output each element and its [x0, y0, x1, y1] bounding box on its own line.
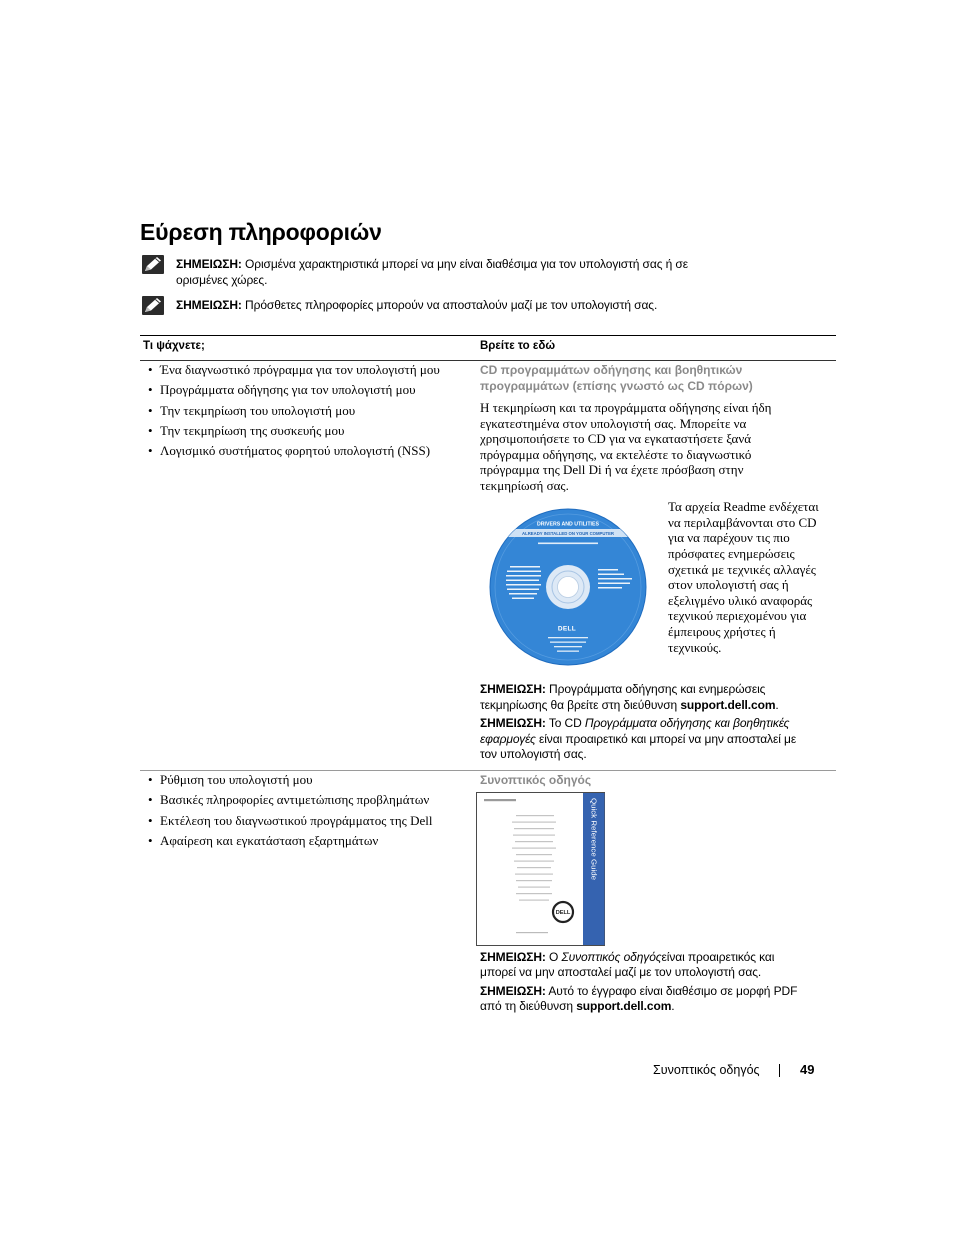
note-text-end: . [775, 697, 779, 712]
cd-text-line [598, 578, 632, 580]
list-item: • Λογισμικό συστήματος φορητού υπολογιστή (NSS) [148, 441, 440, 461]
paragraph-line: εγκατεστημένα στον υπολογιστή σας. Μπορείτε να [480, 415, 747, 431]
note-line [176, 297, 657, 313]
note-line [480, 999, 797, 1014]
cd-description-paragraph [480, 400, 771, 493]
list-item: • Ρύθμιση του υπολογιστή μου [148, 770, 432, 790]
guide-text-line [513, 835, 555, 836]
note-cd-optional [480, 716, 796, 763]
note-text: Ο [549, 949, 559, 964]
cd-text-line [598, 569, 618, 571]
cd-text-line [507, 589, 539, 591]
note-text-end: . [671, 998, 675, 1013]
guide-text-line [514, 861, 554, 862]
guide-text-line [518, 887, 550, 888]
paragraph-line: σχετικά με τεχνικές αλλαγές [668, 561, 816, 577]
note-pencil-icon [142, 255, 164, 274]
cd-text-line [507, 571, 541, 573]
cd-source-heading [480, 362, 753, 394]
heading-line: προγραμμάτων (επίσης γνωστό ως CD πόρων) [480, 379, 753, 393]
cd-title-italic: εφαρμογές [480, 731, 536, 746]
note-guide-optional [480, 950, 774, 980]
guide-title-italic: Συνοπτικός οδηγός [561, 949, 662, 964]
note-label: ΣΗΜΕΙΩΣΗ: [480, 949, 546, 964]
paragraph-line: πρόσφατες ενημερώσεις [668, 545, 795, 561]
cd-text-line [557, 651, 579, 652]
cd-text-line [506, 584, 541, 586]
paragraph-line: πρόγραμμα οδήγησης, να εκτελέστε το διαγνωστικό [480, 446, 752, 462]
note-label: ΣΗΜΕΙΩΣΗ: [480, 682, 546, 697]
note-availability [176, 256, 688, 288]
note-line [480, 698, 779, 714]
row1-topics-list [148, 360, 440, 461]
cd-text-line [554, 646, 582, 647]
paragraph-line: εξελιγμένο υλικό αναφοράς [668, 592, 813, 608]
note-label: ΣΗΜΕΙΩΣΗ: [480, 983, 546, 998]
paragraph-line: τεκμηρίωσή σας. [480, 477, 569, 493]
paragraph-line: τεχνικούς. [668, 639, 722, 655]
paragraph-line: Η τεκμηρίωση και τα προγράμματα οδήγησης είναι ήδη [480, 400, 772, 415]
paragraph-line: πρόγραμμα της Dell Di ή να έχετε πρόσβαση στην [480, 462, 744, 477]
cd-text-line [598, 583, 630, 585]
note-text: είναι προαιρετικό και μπορεί να μην αποσταλεί με [538, 731, 797, 746]
note-guide-pdf [480, 984, 797, 1014]
paragraph-line: στον υπολογιστή σας ή [668, 577, 789, 593]
cd-text-line [506, 575, 541, 577]
guide-text-line [517, 867, 551, 868]
guide-cover-title-line [484, 799, 516, 801]
quick-guide-heading: Συνοπτικός οδηγός [480, 773, 592, 787]
note-label: ΣΗΜΕΙΩΣΗ: [176, 298, 242, 312]
quick-reference-guide-image [476, 792, 605, 946]
note-text: Πρόσθετες πληροφορίες μπορούν να αποσταλούν μαζί με τον υπολογιστή σας. [245, 298, 658, 312]
guide-text-line [519, 900, 549, 901]
paragraph-line: για να παρέχουν τις πιο [668, 530, 790, 546]
dell-logo-text: DELL [557, 625, 577, 633]
paragraph-line: έμπειρους χρήστες ή [668, 623, 776, 639]
note-pencil-icon [142, 296, 164, 315]
cd-text-line [550, 642, 586, 643]
cd-center-hole [558, 577, 579, 598]
guide-text-line [515, 874, 553, 875]
cd-title-italic: Προγράμματα οδήγησης και βοηθητικές [584, 716, 790, 730]
note-line [480, 716, 796, 732]
guide-text-line [516, 854, 552, 855]
row2-topics-list [148, 770, 432, 851]
table-header-what: Τι ψάχνετε; [143, 340, 205, 352]
list-item: • Ένα διαγνωστικό πρόγραμμα για τον υπολογιστή μου [148, 360, 440, 380]
note-text: από τη διεύθυνση [480, 998, 573, 1013]
paragraph-line: τεχνικού περιεχομένου για [668, 608, 807, 624]
note-text: Αυτό το έγγραφο είναι διαθέσιμο σε μορφή PDF [548, 983, 798, 998]
paragraph-line: να περιλαμβάνονται στο CD [668, 514, 817, 530]
support-link[interactable]: support.dell.com [680, 697, 776, 712]
cd-text-line [512, 598, 534, 600]
note-drivers-updates [480, 682, 779, 713]
note-text: τον υπολογιστή σας. [480, 747, 587, 761]
note-line [480, 732, 796, 748]
heading-line: CD προγραμμάτων οδήγησης και βοηθητικών [480, 363, 743, 377]
paragraph-line: Τα αρχεία Readme ενδέχεται [668, 499, 819, 515]
note-label: ΣΗΜΕΙΩΣΗ: [176, 257, 242, 271]
cd-text-line [509, 593, 537, 595]
footer-separator [779, 1064, 780, 1077]
guide-text-line [514, 828, 554, 829]
list-item: • Την τεκμηρίωση της συσκευής μου [148, 421, 440, 441]
table-header-where: Βρείτε το εδώ [480, 340, 556, 352]
guide-spine-text: Quick Reference Guide [589, 798, 599, 876]
list-item: • Προγράμματα οδήγησης για τον υπολογιστή μου [148, 380, 440, 400]
note-line [176, 256, 688, 272]
paragraph-line: χρησιμοποιήσετε το CD για να εγκαταστήσετε ξανά [480, 431, 752, 446]
note-line [480, 950, 774, 965]
list-item: • Την τεκμηρίωση του υπολογιστή μου [148, 401, 440, 421]
cd-text-line [548, 637, 588, 638]
dell-logo-text: DELL [555, 910, 571, 917]
cd-title-text: DRIVERS AND UTILITIES [537, 521, 600, 528]
note-label: ΣΗΜΕΙΩΣΗ: [480, 716, 546, 730]
readme-side-text [668, 499, 819, 655]
cd-band-text: ALREADY INSTALLED ON YOUR COMPUTER [522, 530, 615, 536]
note-text: είναι προαιρετικός και [661, 949, 775, 964]
list-item: • Βασικές πληροφορίες αντιμετώπισης προβλημάτων [148, 790, 432, 810]
note-line [480, 984, 797, 999]
guide-text-line [516, 880, 552, 881]
note-text: τεκμηρίωσης θα βρείτε στη διεύθυνση [480, 697, 678, 712]
note-text: μπορεί να μην αποσταλεί μαζί με τον υπολογιστή σας. [480, 964, 762, 979]
note-text: Το CD [548, 716, 582, 730]
guide-text-line [516, 893, 552, 894]
table-top-rule [140, 335, 836, 336]
guide-text-line [512, 848, 556, 849]
cd-text-line [506, 580, 539, 582]
page-title: Εύρεση πληροφοριών [140, 219, 382, 245]
support-link[interactable]: support.dell.com [576, 998, 672, 1013]
footer-page-number: 49 [800, 1062, 815, 1077]
cd-text-line [510, 566, 540, 568]
list-item: • Εκτέλεση του διαγνωστικού προγράμματος της Dell [148, 811, 432, 831]
guide-text-line [515, 841, 553, 842]
note-text: Ορισμένα χαρακτηριστικά μπορεί να μην είναι διαθέσιμα για τον υπολογιστή σας ή σε [245, 257, 688, 271]
guide-footer-line [516, 932, 548, 933]
cd-subtitle-line [538, 543, 598, 545]
note-text: Προγράμματα οδήγησης και ενημερώσεις [549, 682, 766, 697]
note-text: ορισμένες χώρες. [176, 273, 268, 287]
note-line [480, 682, 779, 698]
guide-text-line [516, 815, 554, 816]
guide-text-line [512, 822, 556, 823]
drivers-utilities-cd-image [488, 507, 648, 667]
list-item: • Αφαίρεση και εγκατάσταση εξαρτημάτων [148, 831, 432, 851]
note-additional-info [176, 297, 657, 313]
footer-section-name: Συνοπτικός οδηγός [653, 1063, 760, 1077]
cd-text-line [598, 587, 622, 589]
cd-text-line [598, 574, 624, 576]
